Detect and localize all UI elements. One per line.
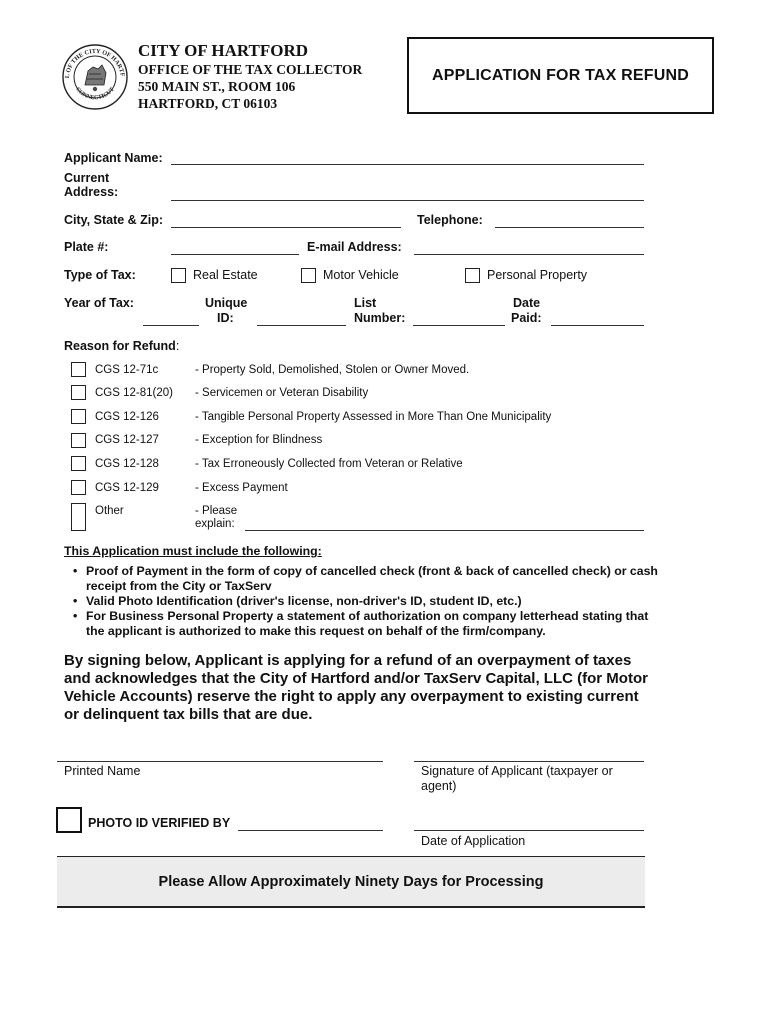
motor-vehicle-checkbox[interactable] (301, 268, 316, 283)
office-address-line1: 550 MAIN ST., ROOM 106 (138, 79, 296, 94)
office-address-line2: HARTFORD, CT 06103 (138, 96, 278, 111)
year-of-tax-label: Year of Tax: (64, 296, 134, 310)
reason-code: CGS 12-127 (95, 434, 159, 446)
current-address-label-2: Address: (64, 185, 119, 199)
signature-label: Signature of Applicant (taxpayer or agent) (421, 764, 613, 793)
city-seal (60, 43, 130, 111)
requirement-item: • Valid Photo Identification (driver's license, non-driver's ID, student ID, etc.) (64, 594, 664, 609)
email-label: E-mail Address: (307, 240, 402, 254)
reason-checkbox-12-128[interactable] (71, 456, 86, 471)
date-paid-label-1: Date (513, 296, 541, 310)
reason-checkbox-12-127[interactable] (71, 433, 86, 448)
reason-description: - Tangible Personal Property Assessed in More Than One Municipality (195, 411, 552, 423)
form-title-box (407, 37, 714, 114)
date-paid-field[interactable] (551, 325, 644, 326)
current-address-label-1: Current (64, 171, 110, 185)
reason-checkbox-12-126[interactable] (71, 409, 86, 424)
printed-name-label: Printed Name (64, 764, 141, 778)
reason-code: CGS 12-128 (95, 458, 159, 470)
unique-id-field[interactable] (257, 325, 346, 326)
city-state-zip-field[interactable] (171, 227, 401, 228)
reason-checkbox-other[interactable] (71, 503, 86, 531)
form-title: APPLICATION FOR TAX REFUND (431, 66, 690, 84)
email-field[interactable] (414, 254, 644, 255)
reason-heading-text: Reason for Refund (64, 339, 176, 353)
signature-field[interactable] (414, 761, 644, 762)
photo-id-verified-field[interactable] (238, 830, 383, 831)
reason-heading-colon: : (175, 339, 180, 353)
city-name: CITY OF HARTFORD (138, 41, 309, 60)
reason-code: CGS 12-81(20) (95, 387, 173, 399)
personal-property-checkbox[interactable] (465, 268, 480, 283)
applicant-name-field[interactable] (171, 164, 644, 165)
date-of-application-field[interactable] (414, 830, 644, 831)
list-number-label-2: Number: (354, 311, 406, 325)
current-address-field[interactable] (171, 200, 644, 201)
photo-id-verified-label: PHOTO ID VERIFIED BY (88, 816, 231, 830)
type-of-tax-label: Type of Tax: (64, 268, 136, 282)
svg-text:CONNECTICUT: CONNECTICUT (74, 86, 116, 102)
reason-explain-field[interactable] (245, 530, 644, 531)
motor-vehicle-label: Motor Vehicle (323, 268, 399, 282)
printed-name-field[interactable] (57, 761, 383, 762)
reason-description: - Exception for Blindness (195, 434, 323, 446)
processing-notice: Please Allow Approximately Ninety Days for Processing (158, 873, 544, 890)
reason-code: CGS 12-126 (95, 411, 159, 423)
reason-heading (64, 339, 179, 353)
reason-code: CGS 12-71c (95, 364, 159, 376)
requirement-item: • Proof of Payment in the form of copy of cancelled check (front & back of cancelled check) or cash receipt from the City or TaxServ (64, 564, 664, 594)
photo-id-verified-checkbox[interactable] (56, 807, 82, 833)
office-name: OFFICE OF THE TAX COLLECTOR (138, 62, 363, 77)
requirement-item: • For Business Personal Property a statement of authorization on company letterhead stating that the applicant is authorized to make this request on behalf of the firm/company. (64, 609, 664, 639)
reason-description: - Servicemen or Veteran Disability (195, 387, 369, 399)
plate-label: Plate #: (64, 240, 109, 254)
list-number-field[interactable] (413, 325, 505, 326)
reason-description: - Tax Erroneously Collected from Veteran or Relative (195, 458, 463, 470)
requirements-list (64, 564, 664, 639)
applicant-name-label: Applicant Name: (64, 151, 163, 165)
real-estate-label: Real Estate (193, 268, 258, 282)
reason-checkbox-12-71c[interactable] (71, 362, 86, 377)
plate-field[interactable] (171, 254, 299, 255)
personal-property-label: Personal Property (487, 268, 588, 282)
real-estate-checkbox[interactable] (171, 268, 186, 283)
unique-id-label-1: Unique (205, 296, 248, 310)
reason-code-other: Other (95, 505, 124, 517)
date-paid-label-2: Paid: (511, 311, 542, 325)
reason-other-text-2: explain: (195, 518, 235, 530)
reason-description: - Excess Payment (195, 482, 288, 494)
year-of-tax-field[interactable] (143, 325, 199, 326)
requirements-heading: This Application must include the following: (64, 544, 322, 558)
telephone-field[interactable] (495, 227, 644, 228)
unique-id-label-2: ID: (217, 311, 234, 325)
svg-text:SEAL OF THE CITY OF HARTFORD: L OF THE CITY OF HARTF (63, 47, 126, 79)
reason-description: - Property Sold, Demolished, Stolen or Owner Moved. (195, 364, 470, 376)
processing-notice-box (57, 856, 645, 908)
applicant-statement: By signing below, Applicant is applying for a refund of an overpayment of taxes and acknowledges that the City of Hartford and/or TaxServ Capital, LLC (for Motor Vehicle Accounts) reserve the right to apply any overpayment to existing current or delinquent tax bills that are due. (64, 652, 648, 723)
list-number-label-1: List (354, 296, 377, 310)
reason-checkbox-12-129[interactable] (71, 480, 86, 495)
reason-code: CGS 12-129 (95, 482, 159, 494)
city-state-zip-label: City, State & Zip: (64, 213, 164, 227)
date-of-application-label: Date of Application (421, 834, 526, 848)
reason-checkbox-12-81-20[interactable] (71, 385, 86, 400)
reason-other-text-1: - Please (195, 505, 238, 517)
telephone-label: Telephone: (417, 213, 483, 227)
